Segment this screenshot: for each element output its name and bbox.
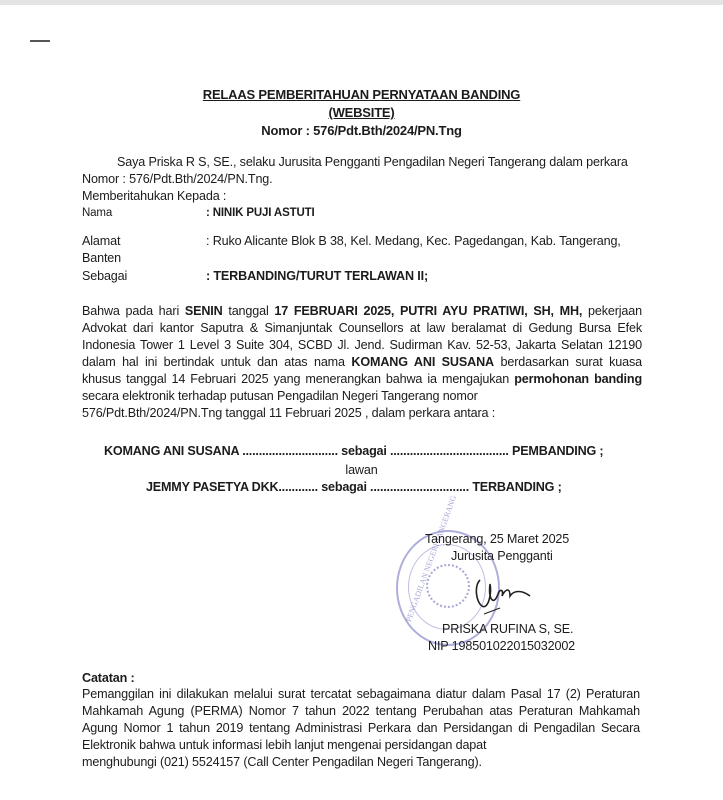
intro-line-2: Nomor : 576/Pdt.Bth/2024/PN.Tng. bbox=[82, 172, 273, 186]
note-last-line: menghubungi (021) 5524157 (Call Center Pengadilan Negeri Tangerang). bbox=[82, 755, 482, 769]
party-appellant: KOMANG ANI SUSANA ............................. sebagai .................................... PEMBANDING ; bbox=[104, 444, 604, 458]
body-paragraph bbox=[82, 303, 642, 405]
signature-position: Jurusita Pengganti bbox=[451, 549, 553, 563]
body-appeal: permohonan banding bbox=[514, 372, 642, 386]
intro-line-1: Saya Priska R S, SE., selaku Jurusita Pengganti Pengadilan Negeri Tangerang dalam perkara bbox=[117, 155, 628, 169]
body-date-advocate: 17 FEBRUARI 2025, PUTRI AYU PRATIWI, SH, MH, bbox=[274, 304, 583, 318]
name-label: Nama bbox=[82, 207, 113, 219]
signature-place-date: Tangerang, 25 Maret 2025 bbox=[425, 532, 570, 546]
scan-mark bbox=[30, 40, 50, 42]
body-client: KOMANG ANI SUSANA bbox=[351, 355, 494, 369]
address-continued: Banten bbox=[82, 251, 122, 265]
document-number: Nomor : 576/Pdt.Bth/2024/PN.Tng bbox=[261, 123, 462, 138]
stamp-emblem-icon bbox=[426, 564, 470, 608]
stamp-text: PENGADILAN NEGERI TANGERANG bbox=[404, 494, 459, 624]
body-text: tanggal bbox=[222, 304, 275, 318]
document-title: RELAAS PEMBERITAHUAN PERNYATAAN BANDING bbox=[202, 87, 521, 102]
signatory-name: PRISKA RUFINA S, SE. bbox=[442, 622, 574, 636]
body-text: secara elektronik terhadap putusan Pengadilan Negeri Tangerang nomor bbox=[82, 389, 478, 403]
role-label: Sebagai bbox=[82, 269, 128, 283]
address-value: : Ruko Alicante Blok B 38, Kel. Medang, Kec. Pagedangan, Kab. Tangerang, bbox=[206, 234, 621, 248]
versus-label: lawan bbox=[345, 463, 378, 477]
body-day: SENIN bbox=[184, 304, 223, 318]
body-text: Bahwa pada hari bbox=[82, 304, 185, 318]
note-text: Pemanggilan ini dilakukan melalui surat tercatat sebagaimana diatur dalam Pasal 17 (2) Peraturan Mahkamah Agung (PERMA) Nomor 7 tahun 2022 tentang Perubahan atas Peraturan Mahkamah Agung Nomor 1 tahun 2019 tentang Administrasi Perkara dan Persidangan di Pengadilan Secara Elektronik bahwa untuk informasi lebih lanjut mengenai persidangan dapat bbox=[82, 687, 640, 752]
page-top-edge bbox=[0, 0, 723, 5]
intro-line-3: Memberitahukan Kepada : bbox=[82, 189, 227, 203]
body-text: berdasarkan surat kuasa khusus tanggal 14 Februari 2025 yang menerangkan bahwa ia mengajukan bbox=[82, 355, 642, 386]
role-value: : TERBANDING/TURUT TERLAWAN II; bbox=[206, 269, 429, 283]
body-text: pekerjaan Advokat dari kantor Saputra & Simanjuntak Counsellors at law beralamat di Gedung Bursa Efek Indonesia Tower 1 Level 3 Suite 304, SCBD Jl. Jend. Sudirman Kav. 52-53, Jakarta Selatan 12190 dalam hal ini bertindak untuk dan atas nama bbox=[82, 304, 642, 369]
party-respondent: JEMMY PASETYA DKK............ sebagai .............................. TERBANDING ; bbox=[146, 480, 562, 494]
body-last-line: 576/Pdt.Bth/2024/PN.Tng tanggal 11 Februari 2025 , dalam perkara antara : bbox=[82, 406, 496, 420]
signatory-nip: NIP 198501022015032002 bbox=[428, 639, 576, 653]
address-label: Alamat bbox=[82, 234, 121, 248]
signature-icon bbox=[470, 572, 550, 622]
name-value: : NINIK PUJI ASTUTI bbox=[206, 207, 315, 219]
note-heading: Catatan : bbox=[82, 671, 135, 685]
document-subtitle: (WEBSITE) bbox=[328, 105, 395, 120]
